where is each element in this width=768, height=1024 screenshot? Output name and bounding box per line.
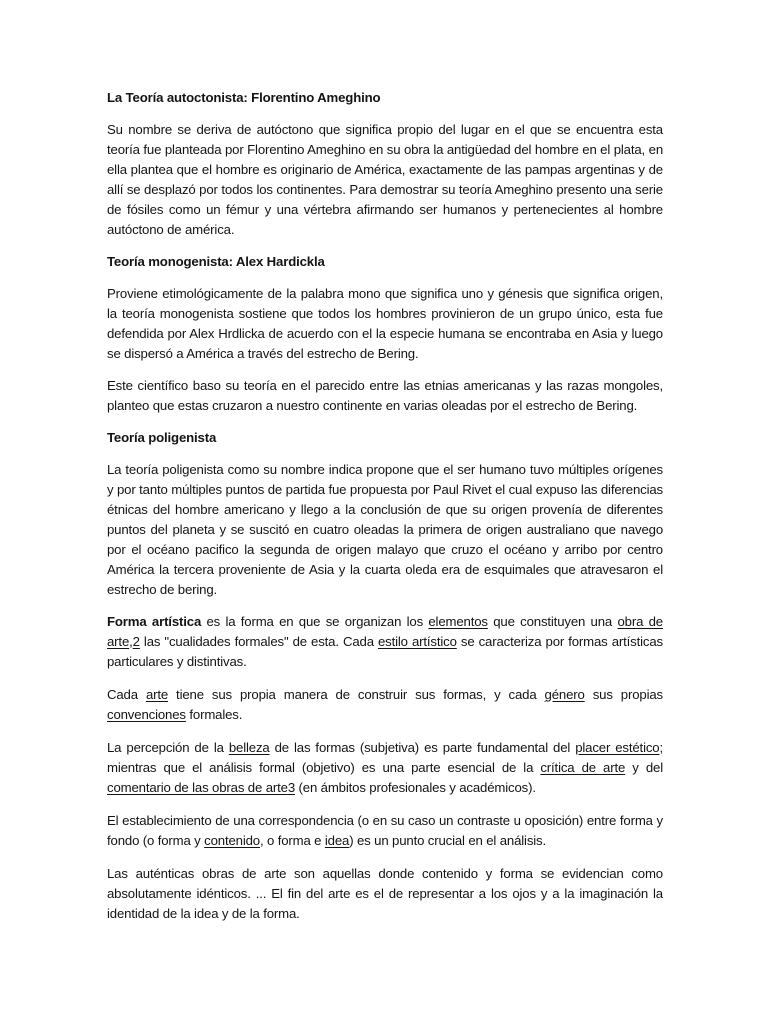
link-arte[interactable]: arte [145, 687, 169, 702]
link-contenido[interactable]: contenido [204, 833, 260, 848]
heading-teoria-autoctonista: La Teoría autoctonista: Florentino Ameghino [107, 90, 381, 105]
paragraph-poligenista: La teoría poligenista como su nombre indica propone que el ser humano tuvo múltiples orígenes y por tanto múltiples puntos de partida fue propuesta por Paul Rivet el cual expuso las diferencias étnicas del hombre americano y llego a la conclusión de que su origen provenía de diferentes puntos del planeta y se suscitó en cuatro oleadas la primera de origen australiano que navego por el océano pacifico la segunda de origen malayo que cruzo el océano y arribo por centro América la tercera proveniente de Asia y la cuarta oleda era de esquimales que atravesaron el estrecho de bering. [107, 462, 663, 597]
document-body [107, 88, 663, 936]
link-convenciones[interactable]: convenciones [107, 707, 186, 722]
term-forma-artistica: Forma artística [107, 614, 202, 629]
paragraph-correspondencia: El establecimiento de una correspondencia (o en su caso un contraste u oposición) entre forma y fondo (o forma y contenido, o forma e idea) es un punto crucial en el análisis. [107, 813, 663, 848]
paragraph-obras-autenticas: Las auténticas obras de arte son aquellas donde contenido y forma se evidencian como absolutamente idénticos. ... El fin del arte es el de representar a los ojos y a la imaginación la identidad de la idea y de la forma. [107, 866, 663, 921]
link-critica-de-arte[interactable]: crítica de arte [540, 760, 626, 775]
link-estilo-artistico[interactable]: estilo artístico [377, 634, 457, 649]
link-elementos[interactable]: elementos [428, 614, 488, 629]
link-comentario-obras-de-arte[interactable]: comentario de las obras de arte [107, 780, 288, 795]
paragraph-autoctonista: Su nombre se deriva de autóctono que significa propio del lugar en el que se encuentra esta teoría fue planteada por Florentino Ameghino en su obra la antigüedad del hombre en el plata, en ella plantea que el hombre es originario de América, exactamente de las pampas argentinas y de allí se desplazó por todos los continentes. Para demostrar su teoría Ameghino presento una serie de fósiles como un fémur y una vértebra afirmando ser humanos y pertenecientes al hombre autóctono de américa. [107, 122, 663, 237]
link-belleza[interactable]: belleza [228, 740, 270, 755]
link-genero[interactable]: género [544, 687, 585, 702]
heading-teoria-monogenista: Teoría monogenista: Alex Hardickla [107, 254, 325, 269]
link-placer-estetico[interactable]: placer estético [575, 740, 660, 755]
heading-teoria-poligenista: Teoría poligenista [107, 430, 217, 445]
paragraph-forma-artistica: Forma artística es la forma en que se organizan los elementos que constituyen una obra de arte,2 las "cualidades formales" de esta. Cada estilo artístico se caracteriza por formas artísticas particulares y distintivas. [107, 614, 663, 669]
link-obra-de-arte[interactable]: obra de arte [107, 614, 663, 649]
link-idea[interactable]: idea [324, 833, 350, 848]
paragraph-percepcion: La percepción de la belleza de las formas (subjetiva) es parte fundamental del placer estético; mientras que el análisis formal (objetivo) es una parte esencial de la crítica de arte y del comentario de las obras de arte3 (en ámbitos profesionales y académicos). [107, 740, 663, 795]
footnote-ref-3[interactable]: 3 [287, 780, 295, 795]
paragraph-cada-arte: Cada arte tiene sus propia manera de construir sus formas, y cada género sus propias convenciones formales. [107, 687, 663, 722]
paragraph-monogenista-cont: Este científico baso su teoría en el parecido entre las etnias americanas y las razas mongoles, planteo que estas cruzaron a nuestro continente en varias oleadas por el estrecho de Bering. [107, 378, 663, 413]
paragraph-monogenista: Proviene etimológicamente de la palabra mono que significa uno y génesis que significa origen, la teoría monogenista sostiene que todos los hombres provinieron de un grupo único, esta fue defendida por Alex Hrdlicka de acuerdo con el la especie humana se encontraba en Asia y luego se dispersó a América a través del estrecho de Bering. [107, 286, 663, 361]
footnote-ref-2[interactable]: 2 [132, 634, 140, 649]
